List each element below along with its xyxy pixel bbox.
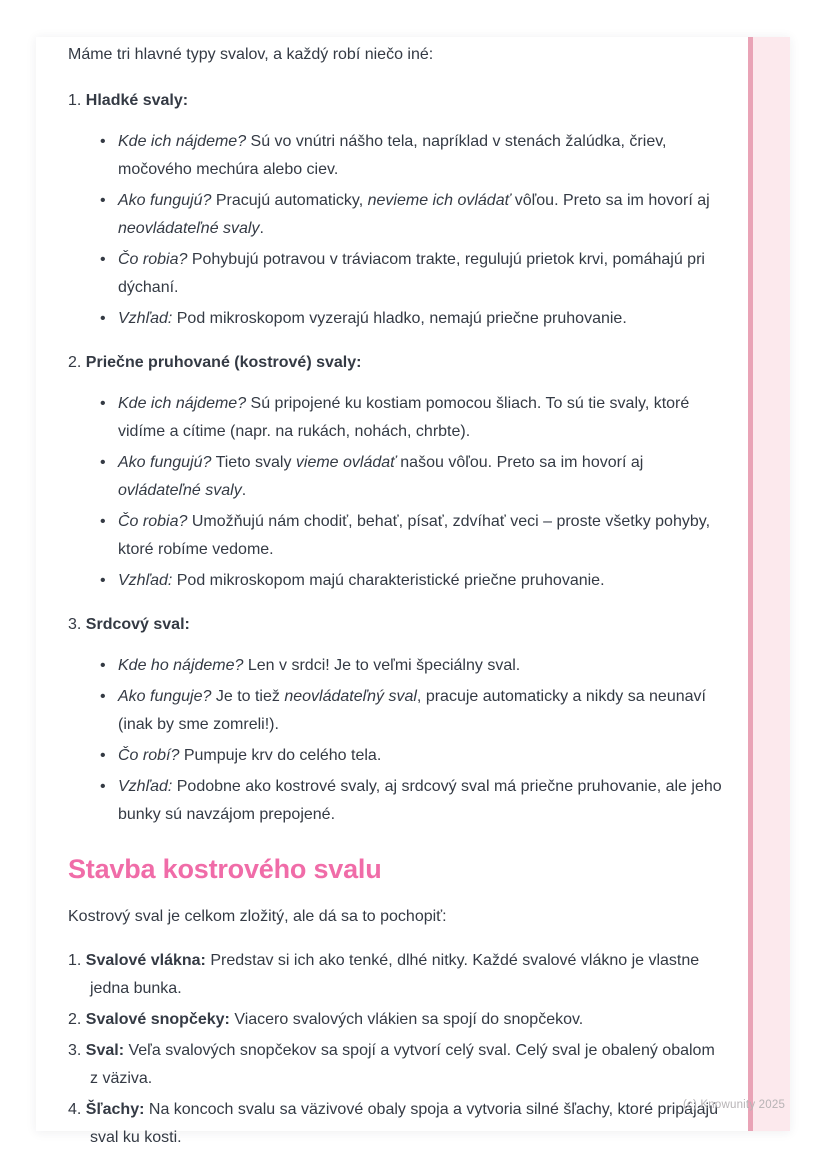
italic-phrase: nevieme ich ovládať [367,192,511,209]
structure-term: Svalové snopčeky: [85,1011,230,1028]
bullet-item [118,683,723,739]
italic-phrase: vieme ovládať [295,454,396,471]
muscle-type-name: Hladké svaly: [85,92,189,109]
text-run: Je to tiež [211,688,285,705]
structure-item [68,1006,723,1034]
bullet-item [118,305,723,333]
text-run: Podobne ako kostrové svaly, aj srdcový sval má priečne pruhovanie, ale jeho bunky sú navzájom prepojené. [118,778,722,823]
italic-phrase: neovládateľné svaly [118,220,260,237]
text-run: vôľou. Preto sa im hovorí aj [510,192,710,209]
text-run: Sú pripojené ku kostiam pomocou šliach. To sú tie svaly, ktoré vidíme a cítime (napr. na rukách, nohách, chrbte). [118,395,690,440]
italic-phrase: Vzhľad: [118,778,173,795]
text-run: Predstav si ich ako tenké, dlhé nitky. Každé svalové vlákno je vlastne jedna bunka. [90,952,700,997]
text-run: Pod mikroskopom vyzerajú hladko, nemajú priečne pruhovanie. [172,310,627,327]
copyright-watermark: (c) Knowunity 2025 [683,1099,786,1111]
section-intro-paragraph: Kostrový sval je celkom zložitý, ale dá sa to pochopiť: [68,908,447,925]
italic-phrase: Čo robí? [118,747,180,764]
italic-phrase: Vzhľad: [118,310,173,327]
muscle-type-item [68,87,723,333]
bullet-item [118,508,723,564]
muscle-bullet-list [68,390,723,595]
muscle-types-list [68,87,723,829]
text-run: Sú vo vnútri nášho tela, napríklad v stenách žalúdka, čriev, močového mechúra alebo ciev. [118,133,667,178]
italic-phrase: ovládateľné svaly [118,482,242,499]
italic-phrase: neovládateľný sval [284,688,417,705]
text-run: Pracujú automaticky, [211,192,368,209]
text-run: . [259,220,264,237]
muscle-type-title [68,611,723,639]
list-number: 3. [68,616,86,633]
bullet-item [118,773,723,829]
structure-item [68,1096,723,1152]
muscle-type-title [68,349,723,377]
structure-item [68,1037,723,1093]
text-run: Tieto svaly [211,454,296,471]
list-number: 2. [68,1011,86,1028]
structure-term: Šľachy: [85,1101,145,1118]
bullet-item [118,567,723,595]
italic-phrase: Čo robia? [118,513,188,530]
list-number: 2. [68,354,86,371]
muscle-type-name: Priečne pruhované (kostrové) svaly: [85,354,362,371]
bullet-item [118,187,723,243]
document-content [68,41,723,1155]
muscle-bullet-list [68,128,723,333]
text-run: Veľa svalových snopčekov sa spojí a vytvorí celý sval. Celý sval je obalený obalom z väziva. [90,1042,715,1087]
text-run: . [241,482,247,499]
italic-phrase: Vzhľad: [118,572,173,589]
muscle-type-item [68,349,723,595]
text-run: Pumpuje krv do celého tela. [179,747,382,764]
intro-paragraph: Máme tri hlavné typy svalov, a každý robí niečo iné: [68,46,434,63]
bullet-item [118,449,723,505]
text-run: Umožňujú nám chodiť, behať, písať, zdvíhať veci – proste všetky pohyby, ktoré robíme vedome. [118,513,711,558]
bullet-item [118,128,723,184]
muscle-type-name: Srdcový sval: [85,616,190,633]
skeletal-structure-list [68,947,723,1152]
italic-phrase: Ako funguje? [118,688,212,705]
bullet-item [118,652,723,680]
text-run: Len v srdci! Je to veľmi špeciálny sval. [243,657,521,674]
italic-phrase: Kde ho nájdeme? [118,657,244,674]
text-run: našou vôľou. Preto sa im hovorí aj [395,454,644,471]
muscle-bullet-list [68,652,723,829]
bullet-item [118,742,723,770]
italic-phrase: Kde ich nájdeme? [118,133,247,150]
document-page [36,37,790,1146]
text-run: Pohybujú potravou v tráviacom trakte, regulujú prietok krvi, pomáhajú pri dýchaní. [118,251,705,296]
list-number: 4. [68,1101,86,1118]
italic-phrase: Ako fungujú? [118,192,212,209]
muscle-type-item [68,611,723,829]
bullet-item [118,246,723,302]
list-number: 1. [68,92,86,109]
text-run: Na koncoch svalu sa väzivové obaly spoja a vytvoria silné šľachy, ktoré pripájajú sval ku kosti. [90,1101,718,1146]
bullet-item [118,390,723,446]
page-edge-accent-bar [748,37,790,1131]
text-run: Viacero svalových vlákien sa spojí do snopčekov. [229,1011,584,1028]
structure-term: Svalové vlákna: [85,952,206,969]
text-run: Pod mikroskopom majú charakteristické priečne pruhovanie. [172,572,605,589]
structure-term: Sval: [85,1042,125,1059]
list-number: 1. [68,952,86,969]
text-run: , pracuje automaticky a nikdy sa neunaví (inak by sme zomreli!). [118,688,706,733]
muscle-type-title [68,87,723,115]
list-number: 3. [68,1042,86,1059]
italic-phrase: Čo robia? [118,251,188,268]
structure-item [68,947,723,1003]
italic-phrase: Kde ich nájdeme? [118,395,247,412]
section-heading: Stavba kostrového svalu [68,854,382,884]
italic-phrase: Ako fungujú? [118,454,212,471]
